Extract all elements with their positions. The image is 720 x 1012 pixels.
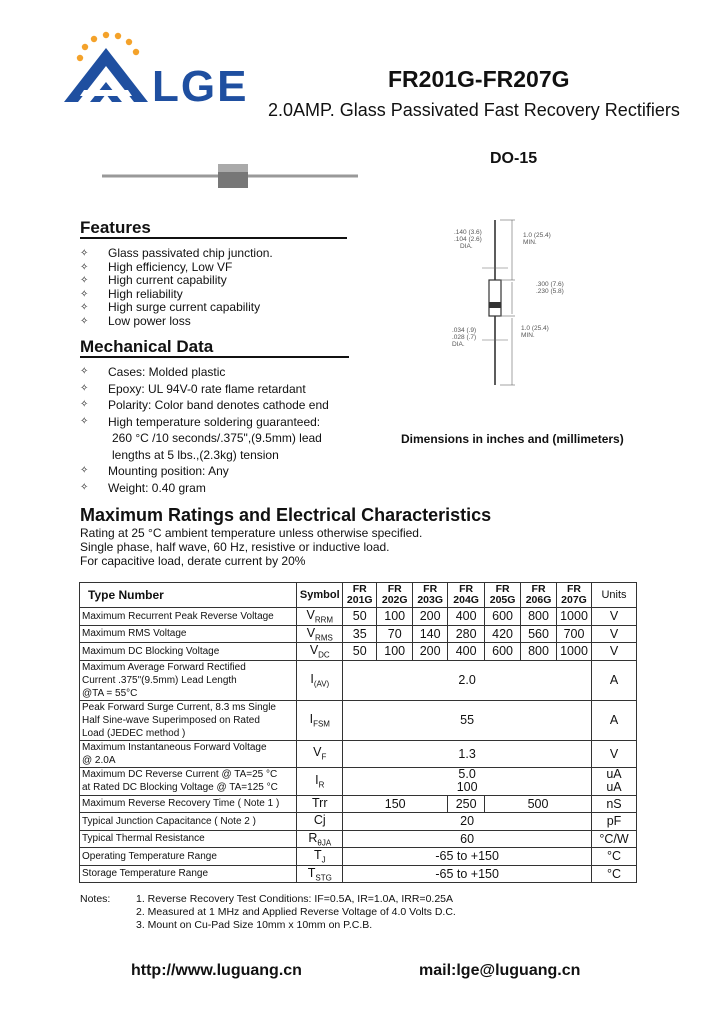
param-name: Maximum DC Blocking Voltage (80, 643, 297, 661)
param-name: Typical Thermal Resistance (80, 830, 297, 848)
value-cell: 1.3 (343, 740, 592, 767)
value-cell: 280 (448, 625, 485, 643)
value-cell: 150 (343, 795, 448, 813)
unit-cell: °C (591, 848, 636, 866)
table-row (80, 813, 637, 831)
list-item: ✧ High reliability (80, 286, 183, 301)
bullet-icon: ✧ (80, 261, 89, 273)
param-name: Maximum Average Forward Rectified Current .375"(9.5mm) Lead Length @TA = 55°C (80, 660, 297, 700)
list-item: ✧ High current capability (80, 273, 227, 288)
list-item: ✧ High temperature soldering guaranteed: 260 °C /10 seconds/.375",(9.5mm) lead lengths at 5 lbs.,(2.3kg) tension (80, 414, 380, 464)
note-item: 3. Mount on Cu-Pad Size 10mm x 10mm on P.C.B. (136, 919, 373, 931)
table-row (80, 830, 637, 848)
value-cell: 100 (377, 643, 413, 661)
header-part: FR 203G (413, 583, 448, 608)
param-name: Maximum RMS Voltage (80, 625, 297, 643)
company-logo (60, 30, 155, 105)
value-cell: 50 (343, 608, 377, 626)
mechanical-title: Mechanical Data (80, 337, 214, 356)
features-list (80, 247, 380, 329)
list-item: ✧ Cases: Molded plastic (80, 365, 226, 379)
ratings-table (79, 582, 637, 883)
header-part: FR 207G (557, 583, 592, 608)
header-units: Units (591, 583, 636, 608)
bullet-icon: ✧ (80, 382, 89, 394)
bullet-icon: ✧ (80, 315, 89, 327)
value-cell: 200 (413, 643, 448, 661)
value-cell: 100 (377, 608, 413, 626)
dim-lead-length-top: 1.0 (25.4) MIN. (523, 232, 551, 246)
unit-cell: V (591, 740, 636, 767)
bullet-icon: ✧ (80, 248, 89, 259)
dimensions-caption: Dimensions in inches and (millimeters) (401, 432, 624, 446)
header-part: FR 201G (343, 583, 377, 608)
table-row (80, 625, 637, 643)
value-cell: 60 (343, 830, 592, 848)
table-row (80, 795, 637, 813)
param-name: Operating Temperature Range (80, 848, 297, 866)
value-cell: 2.0 (343, 660, 592, 700)
unit-cell: pF (591, 813, 636, 831)
table-row (80, 848, 637, 866)
bullet-icon: ✧ (80, 288, 89, 300)
solder-line: 260 °C /10 seconds/.375",(9.5mm) lead (112, 431, 322, 445)
value-cell: 800 (521, 608, 557, 626)
ratings-title: Maximum Ratings and Electrical Characteristics (80, 505, 492, 525)
param-name: Maximum Reverse Recovery Time ( Note 1 ) (80, 795, 297, 813)
unit-cell: A (591, 660, 636, 700)
page-title: FR201G-FR207G (388, 66, 570, 92)
value-cell: 400 (448, 608, 485, 626)
unit-cell: °C/W (591, 830, 636, 848)
package-label: DO-15 (490, 150, 538, 167)
email-link[interactable]: mail:lge@luguang.cn (419, 962, 581, 979)
note-item: 2. Measured at 1 MHz and Applied Reverse Voltage of 4.0 Volts D.C. (136, 906, 456, 918)
bullet-icon: ✧ (80, 302, 89, 314)
list-item: ✧ Weight: 0.40 gram (80, 480, 206, 495)
param-name: Maximum Instantaneous Forward Voltage @ 2.0A (80, 740, 297, 767)
value-cell: 35 (343, 625, 377, 643)
param-symbol: $V_{RRM}$ (297, 608, 343, 626)
param-name: Maximum DC Reverse Current @ TA=25 °C at Rated DC Blocking Voltage @ TA=125 °C (80, 767, 297, 795)
page-subtitle: 2.0AMP. Glass Passivated Fast Recovery Rectifiers (268, 100, 680, 120)
table-row (80, 767, 637, 795)
value-cell: 250 (448, 795, 485, 813)
value-cell: 20 (343, 813, 592, 831)
table-row (80, 660, 637, 700)
list-item: ✧ High surge current capability (80, 300, 261, 315)
value-cell: 1000 (557, 643, 592, 661)
value-cell: 420 (485, 625, 521, 643)
header-part: FR 206G (521, 583, 557, 608)
value-cell: 600 (485, 608, 521, 626)
list-item: ✧ Glass passivated chip junction. (80, 246, 273, 260)
param-symbol: $I_{(AV)}$ (297, 660, 343, 700)
unit-cell: °C (591, 865, 636, 883)
header-symbol: Symbol (297, 583, 343, 608)
rating-note: Single phase, half wave, 60 Hz, resistive or inductive load. (80, 540, 390, 554)
param-symbol: $I_R$ (297, 767, 343, 795)
header-part: FR 202G (377, 583, 413, 608)
bullet-icon: ✧ (80, 275, 89, 287)
rating-note: Rating at 25 °C ambient temperature unless otherwise specified. (80, 526, 423, 540)
diode-image (100, 160, 360, 190)
value-cell: 500 (485, 795, 592, 813)
unit-cell: uA uA (591, 767, 636, 795)
param-symbol: Trr (297, 795, 343, 813)
notes-label: Notes: (80, 893, 111, 905)
param-symbol: $T_J$ (297, 848, 343, 866)
unit-cell: nS (591, 795, 636, 813)
unit-cell: V (591, 625, 636, 643)
value-cell: 140 (413, 625, 448, 643)
mechanical-list (80, 364, 380, 496)
dim-body-dia: .034 (.9) .028 (.7) DIA. (452, 327, 477, 348)
table-row (80, 643, 637, 661)
value-cell: 200 (413, 608, 448, 626)
value-cell: 560 (521, 625, 557, 643)
list-item: ✧ High efficiency, Low VF (80, 259, 233, 274)
value-cell: 55 (343, 700, 592, 740)
bullet-icon: ✧ (80, 465, 89, 476)
table-row (80, 740, 637, 767)
table-row (80, 865, 637, 883)
logo-text: LGE (152, 62, 249, 111)
unit-cell: A (591, 700, 636, 740)
param-symbol: $T_{STG}$ (297, 865, 343, 883)
param-symbol: $R_{\theta JA}$ (297, 830, 343, 848)
value-cell: 400 (448, 643, 485, 661)
value-cell: 600 (485, 643, 521, 661)
value-cell: 700 (557, 625, 592, 643)
bullet-icon: ✧ (80, 366, 89, 377)
notes-block (80, 893, 456, 932)
value-cell: 800 (521, 643, 557, 661)
website-link[interactable]: http://www.luguang.cn (131, 962, 302, 979)
note-item: 1. Reverse Recovery Test Conditions: IF=0.5A, IR=1.0A, IRR=0.25A (136, 893, 454, 905)
header-part: FR 204G (448, 583, 485, 608)
list-item: ✧ Epoxy: UL 94V-0 rate flame retardant (80, 381, 306, 396)
header-part: FR 205G (485, 583, 521, 608)
rating-note: For capacitive load, derate current by 20% (80, 554, 306, 568)
dim-lead-length-bottom: 1.0 (25.4) MIN. (521, 325, 549, 339)
unit-cell: V (591, 643, 636, 661)
dim-body-length: .300 (7.6) .230 (5.8) (536, 281, 564, 295)
param-symbol: Cj (297, 813, 343, 831)
value-cell: 1000 (557, 608, 592, 626)
param-symbol: $V_{DC}$ (297, 643, 343, 661)
value-cell: -65 to +150 (343, 848, 592, 866)
value-cell: 50 (343, 643, 377, 661)
unit-cell: V (591, 608, 636, 626)
table-row (80, 608, 637, 626)
dim-lead-dia: .140 (3.6) .104 (2.6) DIA. (454, 229, 482, 250)
features-title: Features (80, 218, 151, 237)
table-header-row (80, 583, 637, 608)
param-symbol: $V_{RMS}$ (297, 625, 343, 643)
param-symbol: $V_F$ (297, 740, 343, 767)
bullet-icon: ✧ (80, 399, 89, 410)
mechanical-rule (80, 356, 349, 358)
features-rule (80, 237, 347, 239)
bullet-icon: ✧ (80, 481, 89, 493)
value-cell: -65 to +150 (343, 865, 592, 883)
param-name: Typical Junction Capacitance ( Note 2 ) (80, 813, 297, 831)
list-item: ✧ Low power loss (80, 313, 191, 328)
param-name: Peak Forward Surge Current, 8.3 ms Single Half Sine-wave Superimposed on Rated Load (JEDEC method ) (80, 700, 297, 740)
param-name: Maximum Recurrent Peak Reverse Voltage (80, 608, 297, 626)
table-row (80, 700, 637, 740)
list-item: ✧ Mounting position: Any (80, 464, 229, 478)
value-cell: 5.0 100 (343, 767, 592, 795)
solder-line: lengths at 5 lbs.,(2.3kg) tension (112, 447, 279, 462)
list-item: ✧ Polarity: Color band denotes cathode end (80, 398, 329, 412)
value-cell: 70 (377, 625, 413, 643)
header-type: Type Number (80, 583, 297, 608)
param-name: Storage Temperature Range (80, 865, 297, 883)
bullet-icon: ✧ (80, 415, 89, 427)
param-symbol: $I_{FSM}$ (297, 700, 343, 740)
